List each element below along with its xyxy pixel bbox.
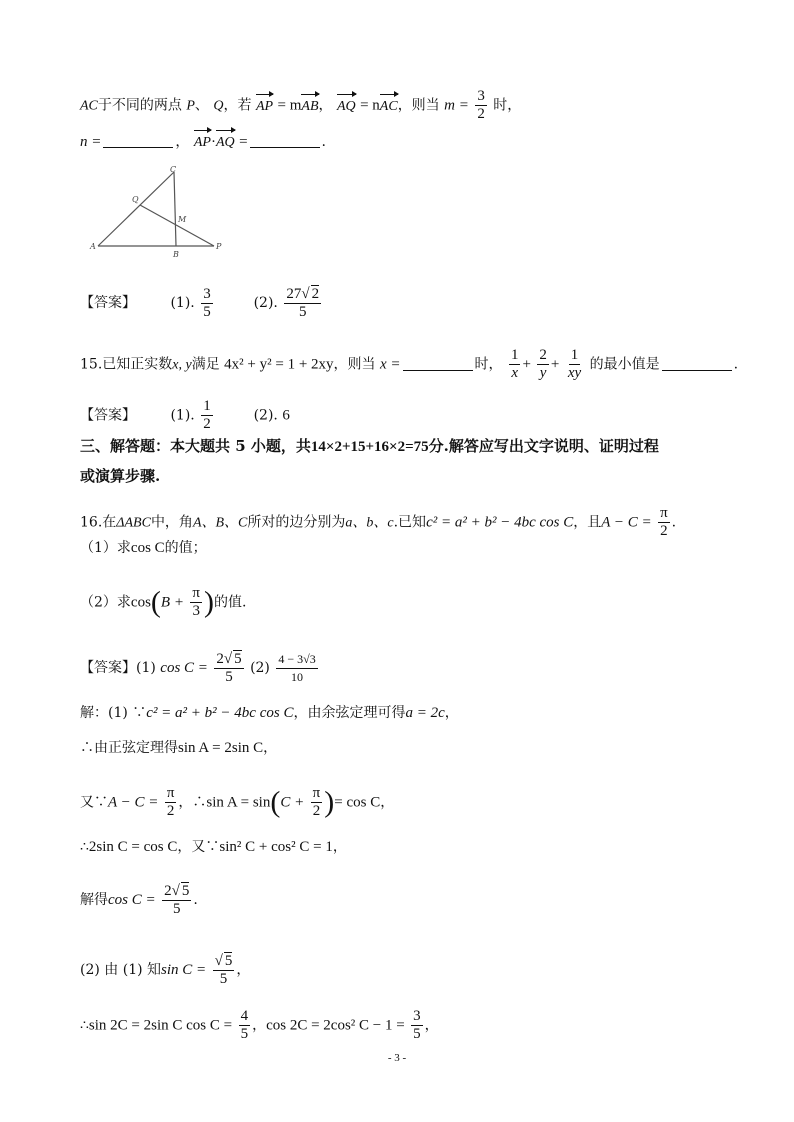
- section-heading: [80, 436, 659, 457]
- text: .: [671, 514, 677, 531]
- math: cos 2C = 2cos² C − 1 =: [266, 1017, 405, 1034]
- denominator: 3: [192, 603, 200, 619]
- math: =: [239, 134, 248, 150]
- text: 分.解答应写出文字说明、证明过程: [428, 437, 659, 455]
- solution-line-7: [80, 1008, 439, 1043]
- text: 三、解答题：本大题共 5 小题，共: [80, 437, 311, 455]
- answer-blank: [403, 356, 473, 371]
- solution-line-1: [80, 703, 459, 723]
- q14-line-2: [80, 132, 326, 153]
- answer-index: (1): [136, 660, 156, 676]
- numerator: 4: [240, 1008, 249, 1024]
- text: ，则当: [397, 97, 440, 114]
- text: 所对的边分别为: [247, 514, 346, 531]
- page-number: - 3 -: [387, 1052, 407, 1064]
- text: ，: [318, 97, 333, 114]
- answer-label: 【答案】: [80, 295, 136, 311]
- fraction: [190, 585, 202, 620]
- math: cos: [130, 594, 151, 611]
- text: ，∴: [178, 794, 207, 811]
- solution-line-4: [80, 837, 347, 857]
- math: = m: [277, 97, 302, 114]
- text: ，: [332, 839, 347, 855]
- text: Q: [213, 98, 224, 114]
- math: a、b、c: [345, 515, 394, 531]
- label-b: B: [173, 250, 179, 259]
- math: sin C =: [161, 962, 207, 978]
- coefficient: 2: [164, 883, 172, 899]
- radicand: 5: [224, 953, 233, 969]
- fraction: [411, 1008, 423, 1043]
- numerator: π: [660, 505, 668, 521]
- text: 时，: [474, 356, 503, 373]
- fraction: [284, 285, 321, 321]
- plus: +: [522, 356, 531, 373]
- denominator: xy: [567, 365, 582, 381]
- q15-stem: [80, 347, 738, 382]
- text: ，则当: [333, 356, 376, 373]
- radicand: 5: [234, 651, 242, 667]
- q14-line-1: [80, 88, 521, 123]
- text: ，: [424, 1017, 439, 1034]
- label-q: Q: [132, 195, 139, 204]
- math: m =: [444, 97, 469, 114]
- section-heading-line-2: 或演算步骤.: [80, 467, 161, 485]
- text: ，且: [573, 514, 602, 531]
- answer-blank: [250, 133, 320, 148]
- math: 4x² + y² = 1 + 2xy: [224, 356, 334, 373]
- fraction: [201, 398, 213, 433]
- label-p: P: [216, 242, 222, 251]
- math: x, y: [172, 357, 192, 373]
- denominator: 5: [240, 1026, 249, 1042]
- text: AC: [80, 98, 98, 114]
- q15-answer: [80, 398, 290, 433]
- solution-line-6: [80, 952, 250, 988]
- vector-aq: AQ: [337, 97, 356, 117]
- math: x =: [379, 356, 401, 373]
- answer-index: (2): [250, 660, 270, 676]
- text: .: [733, 356, 739, 373]
- fraction: [201, 286, 213, 321]
- denominator: 5: [219, 971, 228, 987]
- segment-qp: [140, 205, 214, 246]
- text: ∴由正弦定理得: [80, 740, 178, 756]
- text: 中，角: [150, 514, 193, 531]
- math: a = 2c: [405, 705, 445, 721]
- text: 的值.: [214, 594, 247, 611]
- text: （2）求: [80, 594, 131, 611]
- denominator: 2: [203, 416, 211, 432]
- math: cos C =: [108, 892, 156, 908]
- vector-ap: AP: [256, 97, 273, 117]
- numerator: 27√ 2: [286, 286, 320, 302]
- q14-answer: [80, 285, 323, 321]
- text: ，: [236, 962, 251, 978]
- radicand: 5: [181, 883, 190, 899]
- fraction: [311, 785, 323, 820]
- answer-index: (1).: [170, 407, 195, 424]
- fraction: [509, 347, 521, 382]
- text: ，: [444, 705, 459, 721]
- denominator: 2: [312, 803, 321, 819]
- math: sin A = sin: [206, 794, 271, 811]
- answer-index: (2).: [253, 407, 278, 424]
- numerator: 2: [539, 347, 547, 363]
- radicand: 2: [311, 286, 320, 302]
- text: ，: [252, 1017, 267, 1034]
- math: A、B、C: [192, 515, 248, 531]
- fraction: [162, 882, 191, 918]
- numerator: 2√ 5: [164, 883, 190, 899]
- answer-index: (2).: [253, 295, 278, 311]
- q16-sub1: [80, 538, 207, 558]
- answer-label: 【答案】: [80, 407, 136, 424]
- numerator: 2√ 5: [216, 651, 242, 667]
- numerator: √ 5: [214, 953, 233, 969]
- denominator: 5: [298, 304, 307, 320]
- math: c² = a² + b² − 4bc cos C: [146, 705, 294, 721]
- text: 解：(1) ∵: [80, 705, 147, 721]
- plus: +: [550, 356, 560, 373]
- q16-answer: [80, 650, 320, 686]
- math: C +: [280, 794, 305, 811]
- solution-line-3: 又∵A − C = $\frac{\pi}{2}$ ，∴sin A = sin(C + $\frac{\pi}{2}$ )= cos C，: [80, 785, 395, 819]
- text: ∴: [80, 1017, 89, 1034]
- fraction: [214, 650, 243, 686]
- q16-stem: [80, 505, 676, 540]
- coefficient: 27: [286, 286, 302, 302]
- text: P: [186, 98, 195, 114]
- denominator: 5: [172, 901, 181, 917]
- math: A − C =: [108, 794, 159, 811]
- numerator: π: [192, 585, 200, 601]
- answer-index: (1).: [170, 295, 195, 311]
- numerator: 1: [570, 347, 579, 363]
- label-c: C: [170, 165, 177, 174]
- fraction: [165, 785, 177, 820]
- math: c² = a² + b² − 4bc cos C: [426, 514, 574, 531]
- answer-label: 【答案】: [80, 660, 136, 676]
- denominator: 2: [166, 803, 175, 819]
- fraction: [566, 347, 583, 382]
- solution-line-2: [80, 738, 277, 758]
- numerator: π: [312, 785, 321, 801]
- denominator: 5: [225, 669, 233, 685]
- triangle-figure: [88, 162, 228, 262]
- text: ，: [175, 134, 190, 150]
- math: B +: [160, 594, 184, 611]
- text: 16.在: [80, 514, 117, 531]
- math: = n: [360, 97, 380, 114]
- denominator: 5: [413, 1026, 421, 1042]
- fraction: [276, 651, 317, 686]
- text: ，由余弦定理可得: [293, 705, 406, 721]
- denominator: 2: [477, 106, 485, 122]
- numerator: 3: [477, 88, 485, 104]
- denominator: 5: [203, 303, 211, 320]
- math: ΔABC: [116, 515, 151, 531]
- text: 又∵: [80, 794, 108, 811]
- answer-blank: [103, 133, 173, 148]
- text: ，若: [223, 97, 252, 114]
- text: 解得: [80, 892, 108, 908]
- fraction: [537, 347, 549, 382]
- math: cos C: [130, 540, 165, 556]
- answer-value: 6: [282, 407, 290, 424]
- numerator: π: [166, 785, 175, 801]
- math: cos C =: [160, 660, 208, 676]
- text: 的最小值是: [589, 356, 660, 373]
- numerator: 1: [510, 347, 519, 363]
- text: (2) 由 (1) 知: [80, 962, 162, 978]
- denominator: y: [539, 365, 547, 381]
- fraction: [213, 952, 235, 988]
- coefficient: 2: [216, 651, 224, 667]
- math: 14×2+15+16×2=75: [310, 439, 429, 455]
- label-m: M: [178, 215, 187, 224]
- text: 15.已知正实数: [80, 356, 173, 373]
- math: n =: [80, 134, 102, 150]
- text: 于不同的两点: [97, 97, 182, 114]
- text: ，: [380, 794, 395, 811]
- math: sin 2C = 2sin C cos C =: [88, 1017, 233, 1034]
- segment-ac: [98, 172, 174, 246]
- numerator: 1: [203, 398, 211, 414]
- numerator: 3: [203, 285, 211, 302]
- denominator: x: [511, 365, 519, 381]
- vector-ap: AP: [194, 133, 211, 153]
- q16-sub2: （2）求cos(B + $\frac{\pi}{3}$ )的值.: [80, 585, 247, 619]
- dot: ·: [210, 134, 216, 150]
- math: = cos C: [334, 794, 381, 811]
- label-a: A: [90, 242, 96, 251]
- vector-aq: AQ: [216, 133, 235, 153]
- fraction: [658, 505, 670, 540]
- text: .已知: [393, 514, 427, 531]
- math: 2sin C = cos C: [88, 839, 178, 855]
- text: .: [321, 134, 326, 150]
- math: sin A = 2sin C: [178, 740, 264, 756]
- text: ∴: [80, 839, 89, 855]
- denominator: 2: [660, 523, 668, 539]
- text: 时，: [493, 97, 522, 114]
- text: （1）求: [80, 540, 131, 556]
- text: 、: [194, 97, 209, 114]
- segment-cb: [174, 172, 176, 246]
- math: A − C =: [601, 514, 652, 531]
- numerator: 3: [413, 1008, 421, 1024]
- text: 满足: [191, 356, 220, 373]
- fraction: [239, 1008, 251, 1043]
- text: 的值；: [164, 540, 207, 556]
- denominator: 10: [291, 669, 304, 684]
- vector-ac: AC: [380, 97, 398, 117]
- numerator: 4 − 3√3: [276, 651, 317, 669]
- fraction-m: [475, 88, 487, 123]
- solution-line-5: [80, 882, 198, 918]
- math: sin² C + cos² C = 1: [219, 839, 333, 855]
- answer-blank: [662, 356, 732, 371]
- text: ，: [263, 740, 278, 756]
- text: ，又∵: [177, 839, 220, 855]
- vector-ab: AB: [301, 97, 318, 117]
- text: .: [193, 892, 198, 908]
